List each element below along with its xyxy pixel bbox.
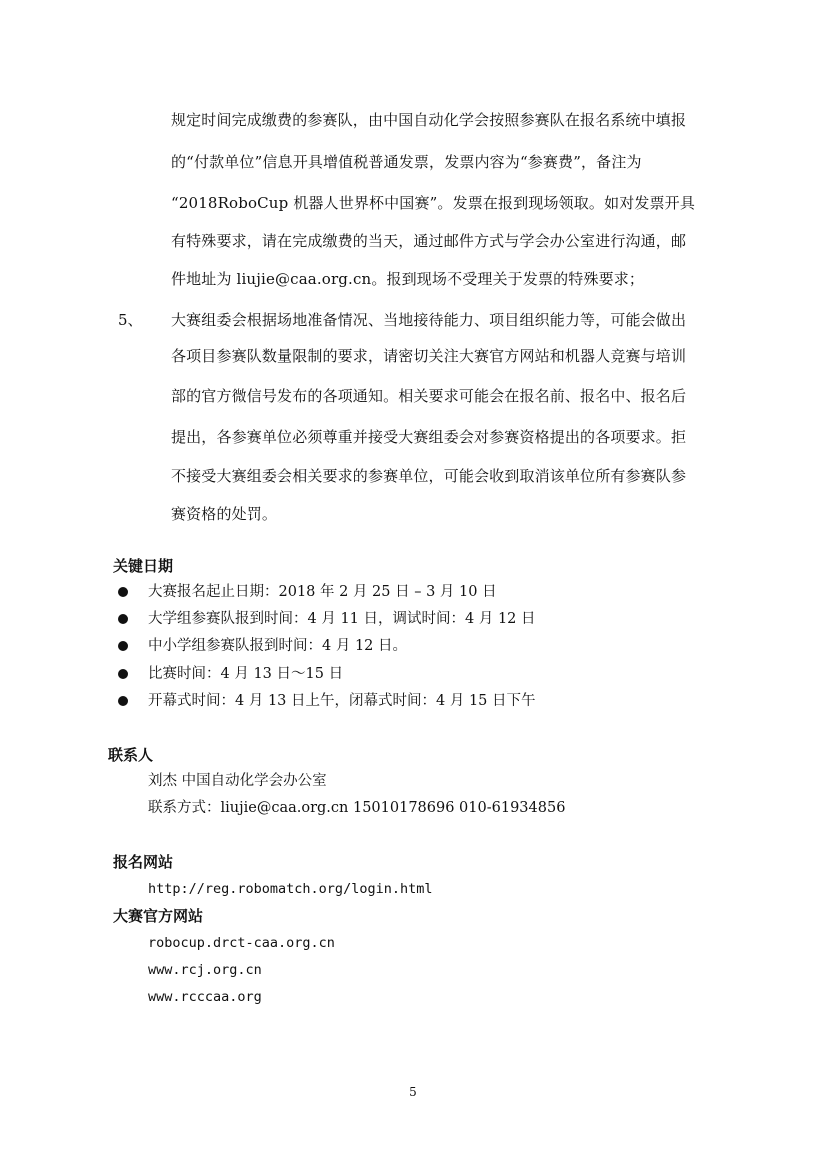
key-date-item: 大学组参赛队报到时间：4 月 11 日，调试时间：4 月 12 日 xyxy=(148,611,536,627)
item-5-line: 不接受大赛组委会相关要求的参赛单位，可能会收到取消该单位所有参赛队参 xyxy=(171,467,687,485)
contact-heading: 联系人 xyxy=(108,746,154,764)
item-5-number: 5、 xyxy=(118,311,143,329)
key-date-item: 中小学组参赛队报到时间：4 月 12 日。 xyxy=(148,638,408,654)
key-date-item: 开幕式时间：4 月 13 日上午，闭幕式时间：4 月 15 日下午 xyxy=(148,693,536,709)
official-site-link[interactable]: www.rcj.org.cn xyxy=(148,962,262,978)
bullet-icon xyxy=(118,614,128,624)
registration-heading: 报名网站 xyxy=(113,853,174,871)
official-site-link[interactable]: robocup.drct-caa.org.cn xyxy=(148,935,335,951)
item-5-line: 提出，各参赛单位必须尊重并接受大赛组委会对参赛资格提出的各项要求。拒 xyxy=(171,428,687,446)
page-number: 5 xyxy=(409,1085,417,1099)
item-4-line: 有特殊要求，请在完成缴费的当天，通过邮件方式与学会办公室进行沟通，邮 xyxy=(171,232,687,250)
key-date-item: 大赛报名起止日期：2018 年 2 月 25 日 – 3 月 10 日 xyxy=(148,584,497,600)
item-4-line: 件地址为 liujie@caa.org.cn。报到现场不受理关于发票的特殊要求； xyxy=(171,270,645,288)
contact-info: 联系方式：liujie@caa.org.cn 15010178696 010-61934856 xyxy=(148,800,566,816)
item-4-line: 的“付款单位”信息开具增值税普通发票，发票内容为“参赛费”，备注为 xyxy=(171,153,642,171)
bullet-icon xyxy=(118,669,128,679)
item-4-line: 规定时间完成缴费的参赛队，由中国自动化学会按照参赛队在报名系统中填报 xyxy=(171,111,687,129)
registration-link[interactable]: http://reg.robomatch.org/login.html xyxy=(148,881,433,897)
item-5-line: 大赛组委会根据场地准备情况、当地接待能力、项目组织能力等，可能会做出 xyxy=(171,311,687,329)
contact-name: 刘杰 中国自动化学会办公室 xyxy=(148,773,327,789)
bullet-icon xyxy=(118,641,128,651)
bullet-icon xyxy=(118,696,128,706)
official-site-heading: 大赛官方网站 xyxy=(113,907,204,925)
official-site-link[interactable]: www.rcccaa.org xyxy=(148,989,262,1005)
item-5-line: 各项目参赛队数量限制的要求，请密切关注大赛官方网站和机器人竞赛与培训 xyxy=(171,347,687,365)
key-dates-heading: 关键日期 xyxy=(113,557,174,575)
key-date-item: 比赛时间：4 月 13 日～15 日 xyxy=(148,666,344,682)
bullet-icon xyxy=(118,587,128,597)
item-5-line: 部的官方微信号发布的各项通知。相关要求可能会在报名前、报名中、报名后 xyxy=(171,387,687,405)
item-5-line: 赛资格的处罚。 xyxy=(171,505,278,523)
item-4-line: “2018RoboCup 机器人世界杯中国赛”。发票在报到现场领取。如对发票开具 xyxy=(171,194,695,212)
